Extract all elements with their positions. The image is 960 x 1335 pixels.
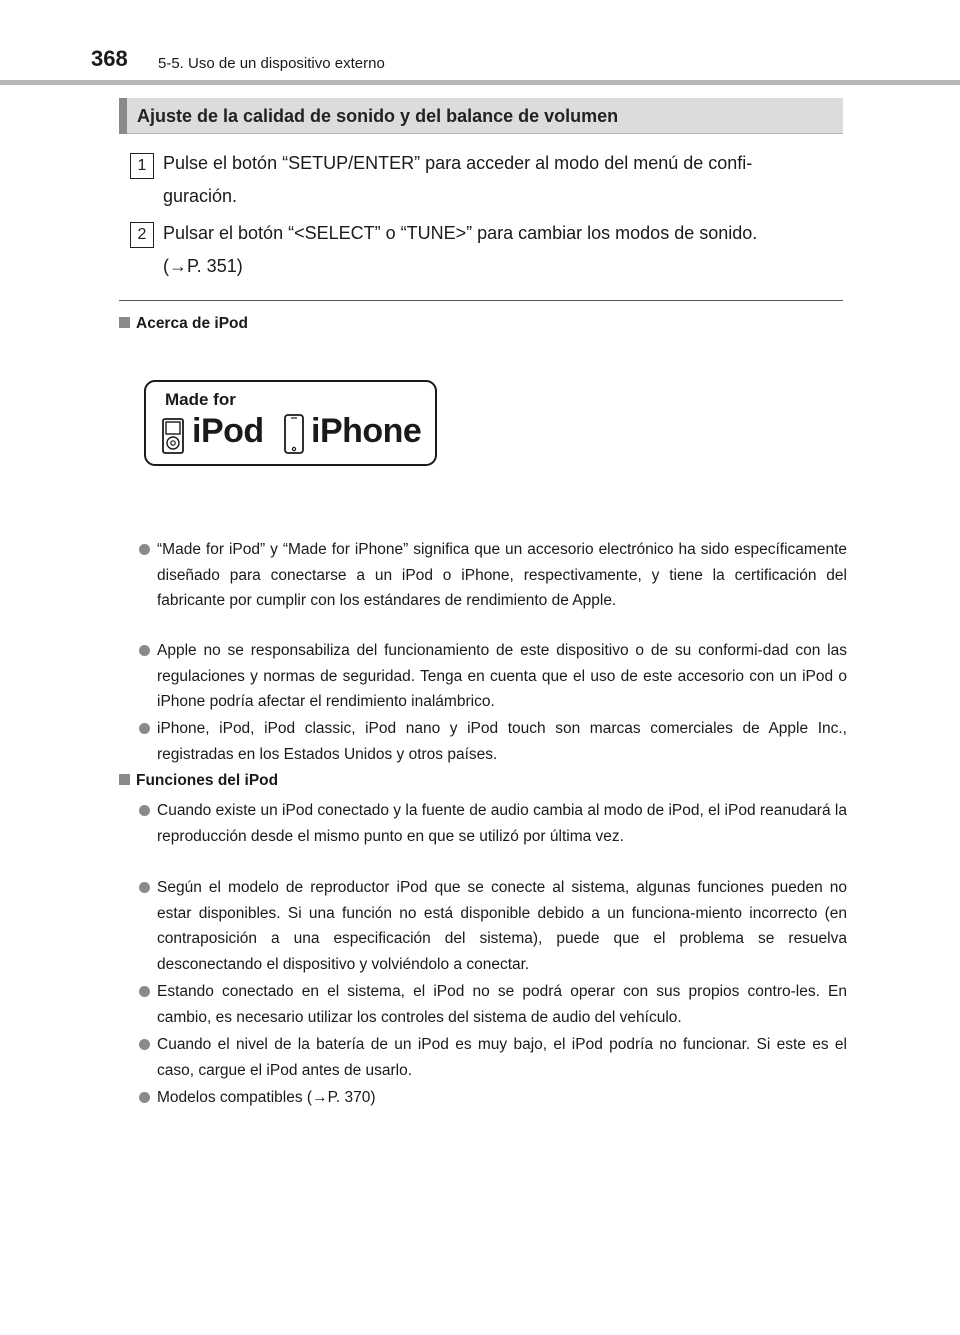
step-text-2 — [163, 217, 853, 283]
section-title: Ajuste de la calidad de sonido y del balance de volumen — [137, 106, 619, 126]
section-divider — [119, 300, 843, 301]
section-accent — [119, 98, 127, 134]
bullet-dot-icon — [139, 645, 150, 656]
subheading-ipod-functions-text: Funciones del iPod — [136, 772, 279, 789]
list-item: “Made for iPod” y “Made for iPhone” significa que un accesorio electrónico ha sido específicamente diseñado para conectarse a un iPod o iPhone, respectivamente, y tiene la certificación del fabricante por cumplir con los estándares de rendimiento de Apple. — [157, 537, 847, 614]
step-number-2: 2 — [130, 222, 154, 248]
chapter-title: 5-5. Uso de un dispositivo externo — [158, 55, 385, 72]
step-2-line-2: (→P. 351) — [163, 256, 243, 276]
bullet-dot-icon — [139, 986, 150, 997]
subheading-about-ipod-text: Acerca de iPod — [136, 315, 248, 332]
made-for-ipod-iphone-badge — [144, 380, 437, 466]
bullet-dot-icon — [139, 805, 150, 816]
subheading-ipod-functions — [119, 772, 278, 790]
bullet-dot-icon — [139, 1092, 150, 1103]
list-item: Cuando existe un iPod conectado y la fuente de audio cambia al modo de iPod, el iPod reanudará la reproducción desde el mismo punto en que se utilizó por última vez. — [157, 798, 847, 849]
badge-ipod: iPod — [192, 412, 264, 450]
page-number: 368 — [91, 46, 128, 71]
list-item: Estando conectado en el sistema, el iPod no se podrá operar con sus propios contro-les. En cambio, es necesario utilizar los controles del sistema de audio del vehículo. — [157, 979, 847, 1030]
section-title-bar — [119, 98, 843, 134]
square-bullet-icon — [119, 317, 130, 328]
subheading-about-ipod — [119, 315, 248, 333]
list-item: iPhone, iPod, iPod classic, iPod nano y iPod touch son marcas comerciales de Apple Inc., registradas en los Estados Unidos y otros países. — [157, 716, 847, 767]
bullet-dot-icon — [139, 544, 150, 555]
badge-iphone: iPhone — [311, 412, 422, 450]
list-item: Apple no se responsabiliza del funcionamiento de este dispositivo o de su conformi-dad con las regulaciones y normas de seguridad. Tenga en cuenta que el uso de este accesorio con un iPod o iPhone podría afectar el rendimiento inalámbrico. — [157, 638, 847, 715]
step-text-1 — [163, 147, 853, 213]
step-2-line-1: Pulsar el botón “<SELECT” o “TUNE>” para cambiar los modos de sonido. — [163, 223, 758, 243]
bullet-dot-icon — [139, 882, 150, 893]
header-rule — [0, 80, 960, 85]
bullet-dot-icon — [139, 723, 150, 734]
ipod-device-icon — [162, 418, 184, 454]
list-item: Cuando el nivel de la batería de un iPod es muy bajo, el iPod podría no funcionar. Si este es el caso, cargue el iPod antes de usarlo. — [157, 1032, 847, 1083]
step-number-1: 1 — [130, 153, 154, 179]
bullet-dot-icon — [139, 1039, 150, 1050]
square-bullet-icon — [119, 774, 130, 785]
iphone-device-icon — [284, 414, 304, 454]
list-item: Según el modelo de reproductor iPod que se conecte al sistema, algunas funciones pueden no estar disponibles. Si una función no está disponible debido a un funciona-miento incorrecto (en contraposición a una especificación del sistema), puede que el problema se resuelva desconectando el dispositivo y volviéndolo a conectar. — [157, 875, 847, 977]
step-1-line-2: guración. — [163, 186, 238, 206]
step-1-line-1: Pulse el botón “SETUP/ENTER” para acceder al modo del menú de confi- — [163, 153, 753, 173]
list-item: Modelos compatibles (→P. 370) — [157, 1085, 847, 1111]
badge-made-for: Made for — [165, 390, 236, 409]
